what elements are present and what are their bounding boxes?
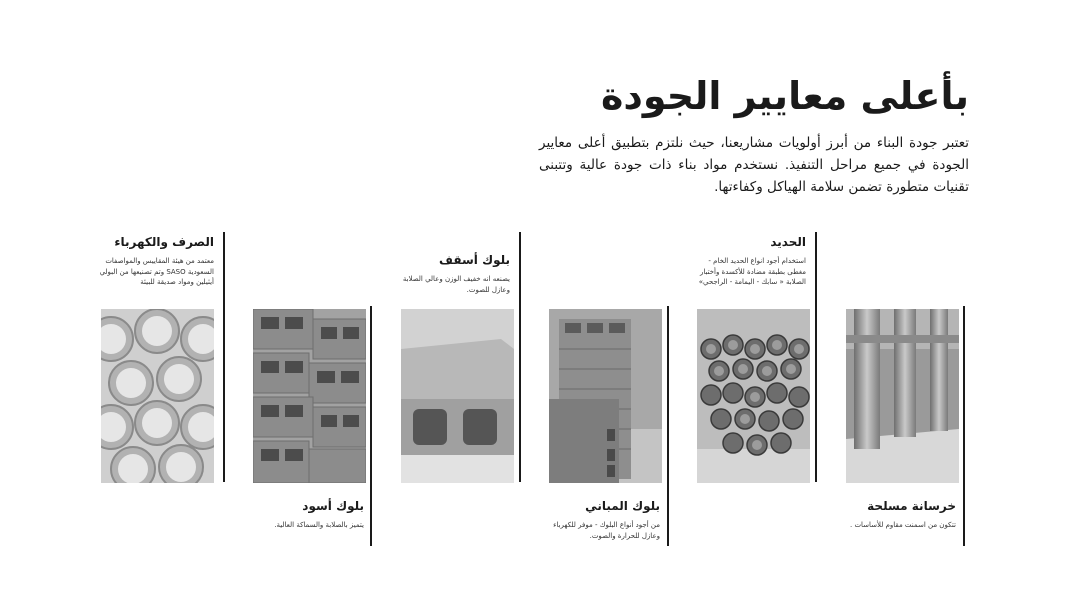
bricks-photo: [549, 309, 662, 483]
material-description: من أجود أنواع البلوك - موفر للكهرباء وعازل للحرارة والصوت.: [553, 521, 660, 540]
material-name: خرسانة مسلحة: [867, 499, 956, 513]
rebar-photo: [697, 309, 810, 483]
divider-line: [519, 232, 521, 482]
material-name: بلوك أسقف: [439, 253, 510, 267]
material-name: بلوك المباني: [585, 499, 660, 513]
columns-photo: [846, 309, 959, 483]
divider-line: [223, 232, 225, 482]
material-description: تتكون من اسمنت مقاوم للأساسات .: [850, 521, 956, 529]
material-caption: [246, 498, 364, 531]
material-name: الصرف والكهرباء: [114, 235, 214, 249]
divider-line: [815, 232, 817, 482]
divider-line: [963, 306, 965, 546]
material-caption: [688, 234, 806, 288]
divider-line: [667, 306, 669, 546]
intro-paragraph: تعتبر جودة البناء من أبرز أولويات مشاريعنا، حيث نلتزم بتطبيق أعلى معايير الجودة في جميع مراحل التنفيذ. نستخدم مواد بناء ذات جودة عالية وتتبنى تقنيات متطورة تضمن سلامة الهياكل وكفاءتها.: [539, 135, 969, 195]
pipes-photo: [101, 309, 214, 483]
material-description: يصنعه انه خفيف الوزن وعالي الصلابة وعازل للصوت.: [402, 275, 510, 294]
material-caption: [96, 234, 214, 288]
material-description: معتمد من هيئة المقاييس والمواصفات السعودية SASO وتم تصنيعها من البولي أيثيلين ومواد صديقة للبيئة: [99, 257, 214, 286]
material-description: استخدام أجود انواع الحديد الخام - مغطى بطبقة مضادة للأكسدة وأختبار الصلابة « سابك - اليمامة - الراجحي»: [698, 257, 806, 286]
hollow-block-photo: [401, 309, 514, 483]
material-caption: [838, 498, 956, 531]
material-caption: [392, 252, 510, 295]
material-description: يتميز بالصلابة والسماكة العالية.: [274, 521, 364, 529]
material-name: الحديد: [770, 235, 806, 249]
cinder-blocks-photo: [253, 309, 366, 483]
divider-line: [370, 306, 372, 546]
material-name: بلوك أسود: [302, 499, 364, 513]
page-title: بأعلى معايير الجودة: [600, 74, 969, 118]
material-caption: [542, 498, 660, 541]
